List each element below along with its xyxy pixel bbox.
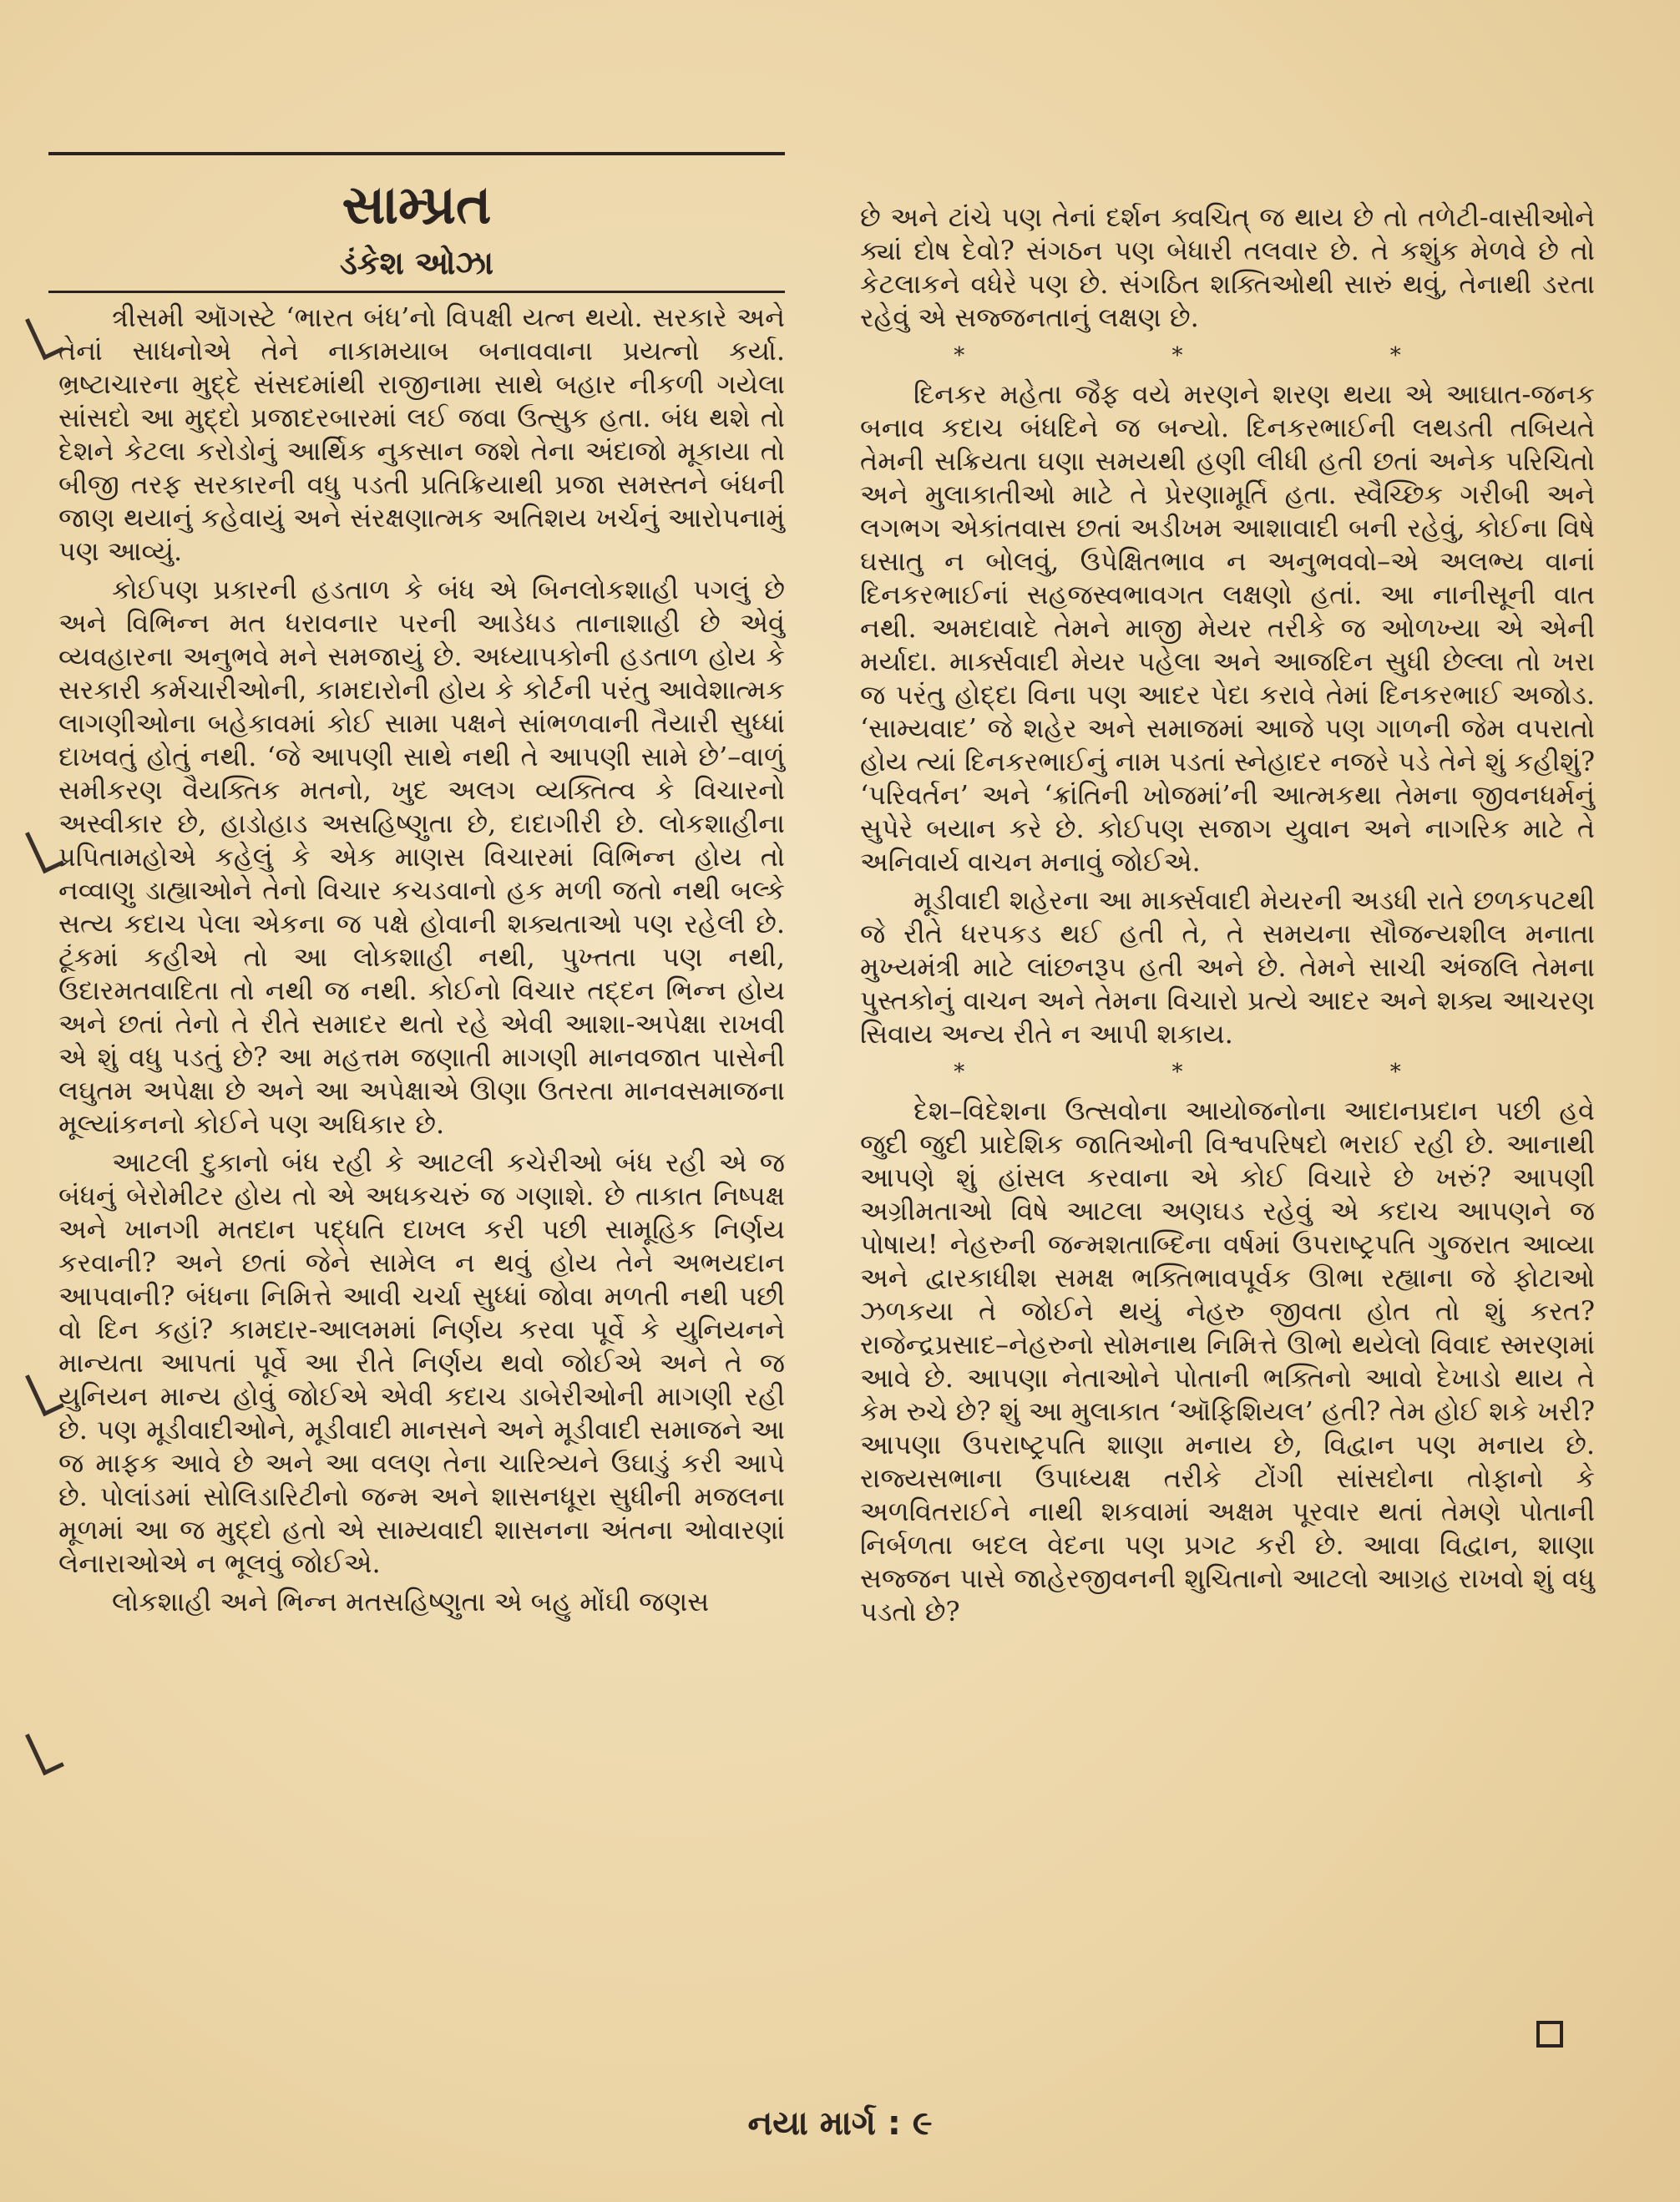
paragraph: કોઈપણ પ્રકારની હડતાળ કે બંધ એ બિનલોકશાહી પગલું છે અને વિભિન્ન મત ધરાવનાર પરની આડેધડ તાનાશાહી છે એવું વ્યવહારના અનુભવે મને સમજાયું છે. અધ્યાપકોની હડતાળ હોય કે સરકારી કર્મચારીઓની, કામદારોની હોય કે કોર્ટની પરંતુ આવેશાત્મક લાગણીઓના બહેકાવમાં કોઈ સામા પક્ષને સાંભળવાની તૈયારી સુધ્ધાં દાખવતું હોતું નથી. ‘જે આપણી સાથે નથી તે આપણી સામે છે’–વાળું સમીકરણ વૈયક્તિક મતનો, ખુદ અલગ વ્યક્તિત્વ કે વિચારનો અસ્વીકાર છે, હાડોહાડ અસહિષ્ણુતા છે, દાદાગીરી છે. લોકશાહીના પ્રપિતામહોએ કહેલું કે એક માણસ વિચારમાં વિભિન્ન હોય તો નવ્વાણુ ડાહ્યાઓને તેનો વિચાર કચડવાનો હક મળી જતો નથી બલ્કે સત્ય કદાચ પેલા એકના જ પક્ષે હોવાની શક્યતાઓ પણ રહેલી છે. ટૂંકમાં કહીએ તો આ લોકશાહી નથી, પુખ્તતા પણ નથી, ઉદારમતવાદિતા તો નથી જ નથી. કોઈનો વિચાર તદ્દન ભિન્ન હોય અને છતાં તેનો તે રીતે સમાદર થતો રહે એવી આશા-અપેક્ષા રાખવી એ શું વધુ પડતું છે? આ મહત્તમ જણાતી માગણી માનવજાત પાસેની લઘુતમ અપેક્ષા છે અને આ અપેક્ષાએ ઊણા ઉતરતા માનવસમાજના મૂલ્યાંકનનો કોઈને પણ અધિકાર છે. <box>58 574 785 1140</box>
left-column <box>58 301 785 1623</box>
paragraph: લોકશાહી અને ભિન્ન મતસહિષ્ણુતા એ બહુ મોંઘી જણસ <box>112 1586 710 1617</box>
right-column <box>860 200 1595 1633</box>
paragraph: મૂડીવાદી શહેરના આ માર્ક્સવાદી મેયરની અડધી રાતે છળકપટથી જે રીતે ધરપકડ થઈ હતી તે, તે સમયના સૌજન્યશીલ મનાતા મુખ્યમંત્રી માટે લાંછનરૂપ હતી અને છે. તેમને સાચી અંજલિ તેમના પુસ્તકોનું વાચન અને તેમના વિચારો પ્રત્યે આદર અને શક્ય આચરણ સિવાય અન્ય રીતે ન આપી શકાય. <box>860 884 1595 1050</box>
end-mark-icon <box>1536 2021 1563 2048</box>
paragraph: દેશ–વિદેશના ઉત્સવોના આયોજનોના આદાનપ્રદાન પછી હવે જુદી જુદી પ્રાદેશિક જાતિઓની વિશ્વપરિષદો ભરાઈ રહી છે. આનાથી આપણે શું હાંસલ કરવાના એ કોઈ વિચારે છે ખરું? આપણી અગ્રીમતાઓ વિષે આટલા અણઘડ રહેવું એ કદાચ આપણને જ પોષાય! નેહરુની જન્મશતાબ્દિના વર્ષમાં ઉપરાષ્ટ્રપતિ ગુજરાત આવ્યા અને દ્વારકાધીશ સમક્ષ ભક્તિભાવપૂર્વક ઊભા રહ્યાના જે ફોટાઓ ઝળકયા તે જોઈને થયું નેહરુ જીવતા હોત તો શું કરત? રાજેન્દ્રપ્રસાદ–નેહરુનો સોમનાથ નિમિત્તે ઊભો થયેલો વિવાદ સ્મરણમાં આવે છે. આપણા નેતાઓને પોતાની ભક્તિનો આવો દેખાડો થાય તે કેમ રુચે છે? શું આ મુલાકાત ‘ઑફિશિયલ’ હતી? તેમ હોઈ શકે ખરી? આપણા ઉપરાષ્ટ્રપતિ શાણા મનાય છે, વિદ્વાન પણ મનાય છે. રાજ્યસભાના ઉપાધ્યક્ષ તરીકે ટોંગી સાંસદોના તોફાનો કે અળવિતરાઈને નાથી શકવામાં અક્ષમ પૂરવાર થતાં તેમણે પોતાની નિર્બળતા બદલ વેદના પણ પ્રગટ કરી છે. આવા વિદ્વાન, શાણા સજ્જન પાસે જાહેરજીવનની શુચિતાનો આટલો આગ્રહ રાખવો શું વધુ પડતો છે? <box>860 1095 1595 1627</box>
header-rule-bottom <box>48 291 785 293</box>
section-separator: * * * <box>954 343 1501 368</box>
pencil-tick-icon <box>25 1726 64 1775</box>
article-author: ડંકેશ ઓઝા <box>339 245 494 281</box>
paragraph: આટલી દુકાનો બંધ રહી કે આટલી કચેરીઓ બંધ રહી એ જ બંધનું બેરોમીટર હોય તો એ અધકચરું જ ગણાશે. છે તાકાત નિષ્પક્ષ અને ખાનગી મતદાન પદ્ધતિ દાખલ કરી પછી સામૂહિક નિર્ણય કરવાની? અને છતાં જેને સામેલ ન થવું હોય તેને અભયદાન આપવાની? બંધના નિમિત્તે આવી ચર્ચા સુધ્ધાં જોવા મળતી નથી પછી વો દિન કહાં? કામદાર-આલમમાં નિર્ણય કરવા પૂર્વે કે યુનિયનને માન્યતા આપતાં પૂર્વે આ રીતે નિર્ણય થવો જોઈએ અને તે જ યુનિયન માન્ય હોવું જોઈએ એવી કદાચ ડાબેરીઓની માગણી રહી છે. પણ મૂડીવાદીઓને, મૂડીવાદી માનસને અને મૂડીવાદી સમાજને આ જ માફક આવે છે અને આ વલણ તેના ચારિત્ર્યને ઉઘાડું કરી આપે છે. પોલાંડમાં સોલિડારિટીનો જન્મ અને શાસનધૂરા સુધીની મજલના મૂળમાં આ જ મુદ્દો હતો એ સામ્યવાદી શાસનના અંતના ઓવારણાં લેનારાઓએ ન ભૂલવું જોઈએ. <box>58 1147 785 1579</box>
section-separator: * * * <box>954 1060 1501 1085</box>
paragraph: દિનકર મહેતા જૈફ વયે મરણને શરણ થયા એ આઘાત-જનક બનાવ કદાચ બંધદિને જ બન્યો. દિનકરભાઈની લથડતી તબિયતે તેમની સક્રિયતા ઘણા સમયથી હણી લીધી હતી છતાં અનેક પરિચિતો અને મુલાકાતીઓ માટે તે પ્રેરણામૂર્તિ હતા. સ્વૈચ્છિક ગરીબી અને લગભગ એકાંતવાસ છતાં અડીખમ આશાવાદી બની રહેવું, કોઈના વિષે ઘસાતુ ન બોલવું, ઉપેક્ષિતભાવ ન અનુભવવો–એ અલભ્ય વાનાં દિનકરભાઈનાં સહજસ્વભાવગત લક્ષણો હતાં. આ નાનીસૂની વાત નથી. અમદાવાદે તેમને માજી મેયર તરીકે જ ઓળખ્યા એ એની મર્યાદા. માર્ક્સવાદી મેયર પહેલા અને આજદિન સુધી છેલ્લા તો ખરા જ પરંતુ હોદ્દા વિના પણ આદર પેદા કરાવે તેમાં દિનકરભાઈ અજોડ. ‘સામ્યવાદ’ જે શહેર અને સમાજમાં આજે પણ ગાળની જેમ વપરાતો હોય ત્યાં દિનકરભાઈનું નામ પડતાં સ્નેહાદર નજરે પડે તેને શું કહીશું? ‘પરિવર્તન’ અને ‘ક્રાંતિની ખોજમાં’ની આત્મકથા તેમના જીવનધર્મનું સુપેરે બયાન કરે છે. કોઈપણ સજાગ યુવાન અને નાગરિક માટે તે અનિવાર્ય વાચન મનાવું જોઈએ. <box>860 378 1595 878</box>
paragraph: ત્રીસમી ઑગસ્ટે ‘ભારત બંધ’નો વિપક્ષી યત્ન થયો. સરકારે અને તેનાં સાધનોએ તેને નાકામયાબ બનાવવાના પ્રયત્નો કર્યા. ભ્રષ્ટાચારના મુદ્દે સંસદમાંથી રાજીનામા સાથે બહાર નીકળી ગયેલા સાંસદો આ મુદ્દો પ્રજાદરબારમાં લઈ જવા ઉત્સુક હતા. બંધ થશે તો દેશને કેટલા કરોડોનું આર્થિક નુકસાન જશે તેના અંદાજો મૂકાયા તો બીજી તરફ સરકારની વધુ પડતી પ્રતિક્રિયાથી પ્રજા સમસ્તને બંધની જાણ થયાનું કહેવાયું અને સંરક્ષણાત્મક અતિશય ખર્ચનું આરોપનામું પણ આવ્યું. <box>58 301 785 567</box>
article-title: સામ્પ્રત <box>342 175 492 236</box>
page-footer: નયા માર્ગ : ૯ <box>747 2104 933 2143</box>
header-rule-top <box>48 152 785 155</box>
paragraph: છે અને ટાંચે પણ તેનાં દર્શન ક્વચિત્ જ થાય છે તો તળેટી-વાસીઓને ક્યાં દોષ દેવો? સંગઠન પણ બેધારી તલવાર છે. તે કશુંક મેળવે છે તો કેટલાકને વધેરે પણ છે. સંગઠિત શક્તિઓથી સારું થવું, તેનાથી ડરતા રહેવું એ સજ્જનતાનું લક્ષણ છે. <box>860 201 1595 333</box>
